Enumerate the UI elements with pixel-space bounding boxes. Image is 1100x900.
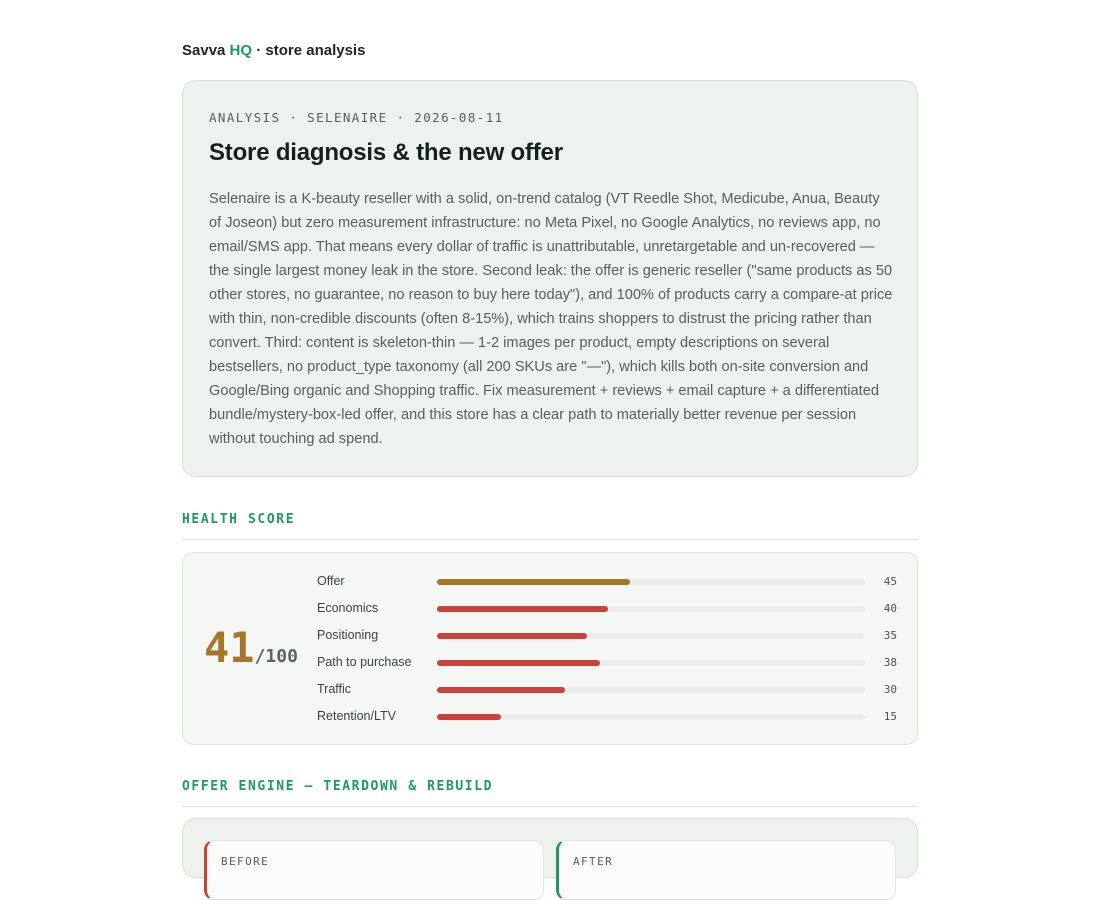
metric-row-positioning xyxy=(317,627,897,645)
metric-bar-track xyxy=(437,714,865,720)
health-score-card xyxy=(182,552,918,745)
offer-engine-card xyxy=(182,818,918,878)
before-tag: BEFORE xyxy=(221,855,270,868)
metric-bar-fill xyxy=(437,714,501,720)
metric-bar-track xyxy=(437,579,865,585)
after-panel xyxy=(556,840,896,900)
page-title: Store diagnosis & the new offer xyxy=(209,139,563,166)
score-value: 41 xyxy=(204,623,255,672)
metric-value: 40 xyxy=(883,602,897,615)
metric-label: Offer xyxy=(317,574,345,588)
brand-accent: HQ xyxy=(229,42,253,59)
health-score-heading: HEALTH SCORE xyxy=(182,512,918,540)
metric-value: 30 xyxy=(883,683,897,696)
metric-bar-fill xyxy=(437,660,600,666)
metric-row-economics xyxy=(317,600,897,618)
metric-bar-fill xyxy=(437,633,587,639)
metric-value: 38 xyxy=(883,656,897,669)
metric-label: Positioning xyxy=(317,628,379,642)
metric-bar-track xyxy=(437,633,865,639)
metric-value: 35 xyxy=(883,629,897,642)
metric-row-retention-ltv xyxy=(317,708,897,726)
metric-row-path-to-purchase xyxy=(317,654,897,672)
after-tag: AFTER xyxy=(573,855,614,868)
analysis-eyebrow: ANALYSIS · SELENAIRE · 2026-08-11 xyxy=(209,110,504,125)
before-panel xyxy=(204,840,544,900)
brand-name: Savva xyxy=(182,42,226,59)
metric-bar-fill xyxy=(437,687,565,693)
metric-label: Path to purchase xyxy=(317,655,412,669)
brand-suffix: · store analysis xyxy=(252,42,366,59)
metric-bar-track xyxy=(437,606,865,612)
analysis-summary: Selenaire is a K-beauty reseller with a solid, on-trend catalog (VT Reedle Shot, Medicube, Anua, Beauty of Joseon) but zero measurement infrastructure: no Meta Pixel, no Google Analytics, no reviews app, no email/SMS app. That means every dollar of traffic is unattributable, unretargetable and un-recovered — the single largest money leak in the store. Second leak: the offer is generic reseller ("same products as 50 other stores, no guarantee, no reason to buy here today"), and 100% of products carry a compare-at price with thin, non-credible discounts (often 8-15%), which trains shoppers to distrust the pricing rather than convert. Third: content is skeleton-thin — 1-2 images per product, empty descriptions on several bestsellers, no product_type taxonomy (all 200 SKUs are "—"), which kills both on-site conversion and Google/Bing organic and Shopping traffic. Fix measurement + reviews + email capture + a differentiated bundle/mystery-box-led offer, and this store has a clear path to materially better revenue per session without touching ad spend. xyxy=(209,191,893,447)
metric-value: 45 xyxy=(883,575,897,588)
analysis-hero-card xyxy=(182,80,918,477)
metric-value: 15 xyxy=(883,710,897,723)
metric-bar-track xyxy=(437,687,865,693)
metric-bar-track xyxy=(437,660,865,666)
metric-bar-fill xyxy=(437,579,630,585)
metric-label: Traffic xyxy=(317,682,352,696)
metric-row-traffic xyxy=(317,681,897,699)
score-denominator: /100 xyxy=(254,646,298,667)
metric-label: Economics xyxy=(317,601,379,615)
offer-engine-heading: OFFER ENGINE — TEARDOWN & REBUILD xyxy=(182,779,918,807)
overall-score xyxy=(204,623,298,672)
metric-row-offer xyxy=(317,573,897,591)
brand-title xyxy=(182,42,365,59)
metric-label: Retention/LTV xyxy=(317,709,396,723)
metric-bar-fill xyxy=(437,606,608,612)
